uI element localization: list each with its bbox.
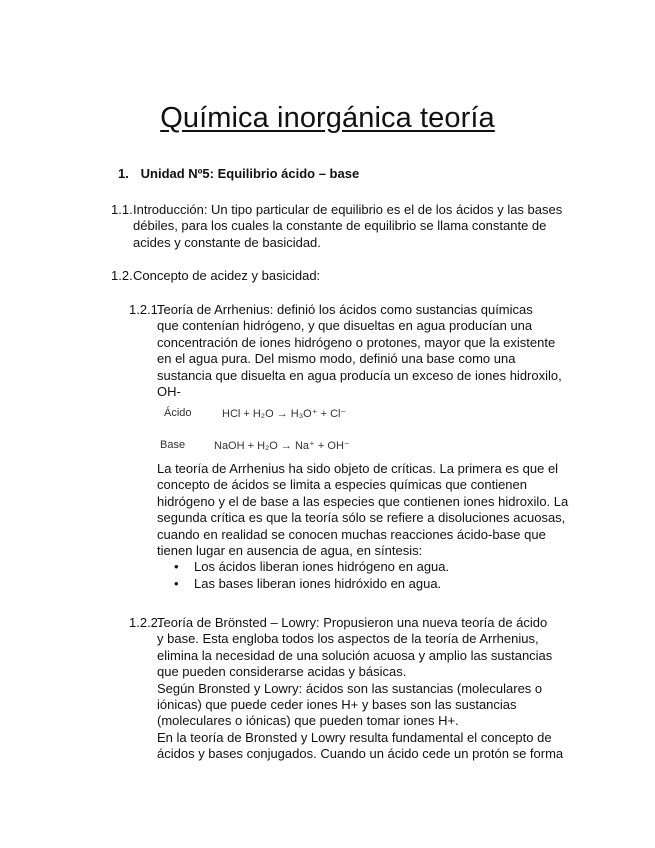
text-line: Introducción: Un tipo particular de equilibrio es el de los ácidos y las bases: [133, 202, 563, 217]
text-line: concepto de ácidos se limita a especies químicas que contienen: [157, 477, 527, 493]
text-line: que contenían hidrógeno, y que disueltas en agua producían una: [157, 318, 533, 334]
text-line: que pueden considerarse acidas y básicas.: [157, 664, 407, 680]
text-line: Teoría de Arrhenius: definió los ácidos como sustancias químicas: [157, 302, 533, 317]
arrhenius-critique: [157, 461, 577, 592]
text-line: Teoría de Brönsted – Lowry: Propusieron una nueva teoría de ácido: [157, 615, 548, 630]
text-line: Según Bronsted y Lowry: ácidos son las sustancias (moleculares o: [157, 680, 543, 696]
text-line: hidrógeno y el de base a las especies que contienen iones hidroxilo. La: [157, 493, 569, 509]
text-line: en el agua pura. Del mismo modo, definió una base como una: [157, 351, 516, 367]
section-1-1-number: 1.1.: [111, 202, 133, 217]
text-line: (moleculares o iónicas) que pueden tomar iones H+.: [157, 713, 459, 729]
text-line: iónicas) que puede ceder iones H+ y bases son las sustancias: [157, 697, 517, 713]
text-line: y base. Esta engloba todos los aspectos de la teoría de Arrhenius,: [157, 631, 539, 647]
text-line: débiles, para los cuales la constante de equilibrio se llama constante de: [133, 218, 547, 234]
acid-label: Ácido: [164, 407, 192, 419]
section-1-number: 1.: [118, 166, 129, 181]
base-equation: NaOH + H₂O → Na⁺ + OH⁻: [214, 440, 350, 452]
acid-equation: HCl + H₂O → H₃O⁺ + Cl⁻: [222, 408, 347, 420]
section-1-2-1-number: 1.2.1.: [129, 302, 162, 317]
section-1-2-2-number: 1.2.2.: [129, 615, 162, 630]
text-line: sustancia que disuelta en agua producía un exceso de iones hidroxilo,: [157, 367, 562, 383]
section-1-2-1-text: [157, 302, 577, 400]
section-1-2-2-text: [157, 615, 577, 763]
text-line: segunda crítica es que la teoría sólo se refiere a disoluciones acuosas,: [157, 510, 566, 526]
list-item: • Los ácidos liberan iones hidrógeno en agua.: [157, 559, 577, 575]
summary-list: [157, 559, 577, 592]
text-line: ácidos y bases conjugados. Cuando un ácido cede un protón se forma: [157, 746, 564, 762]
text-line: En la teoría de Bronsted y Lowry resulta fundamental el concepto de: [157, 729, 552, 745]
section-1-heading: [118, 166, 359, 181]
list-item: • Las bases liberan iones hidróxido en agua.: [157, 576, 577, 592]
document-title: Química inorgánica teoría: [160, 102, 495, 134]
text-line: OH-: [157, 384, 181, 400]
text-line: elimina la necesidad de una solución acuosa y amplio las sustancias: [157, 647, 553, 663]
text-line: tienen lugar en ausencia de agua, en síntesis:: [157, 543, 423, 559]
text-line: La teoría de Arrhenius ha sido objeto de críticas. La primera es que el: [157, 461, 559, 476]
text-line: concentración de iones hidrógeno o protones, mayor que la existente: [157, 334, 556, 350]
section-1-1-text: [133, 202, 573, 251]
section-1-2-number: 1.2.: [111, 268, 133, 283]
text-line: acides y constante de basicidad.: [133, 234, 321, 250]
section-1-2-text: Concepto de acidez y basicidad:: [133, 268, 321, 283]
base-label: Base: [160, 439, 186, 451]
text-line: cuando en realidad se conocen muchas reacciones ácido-base que: [157, 526, 546, 542]
section-1-title: Unidad Nº5: Equilibrio ácido – base: [140, 166, 360, 181]
